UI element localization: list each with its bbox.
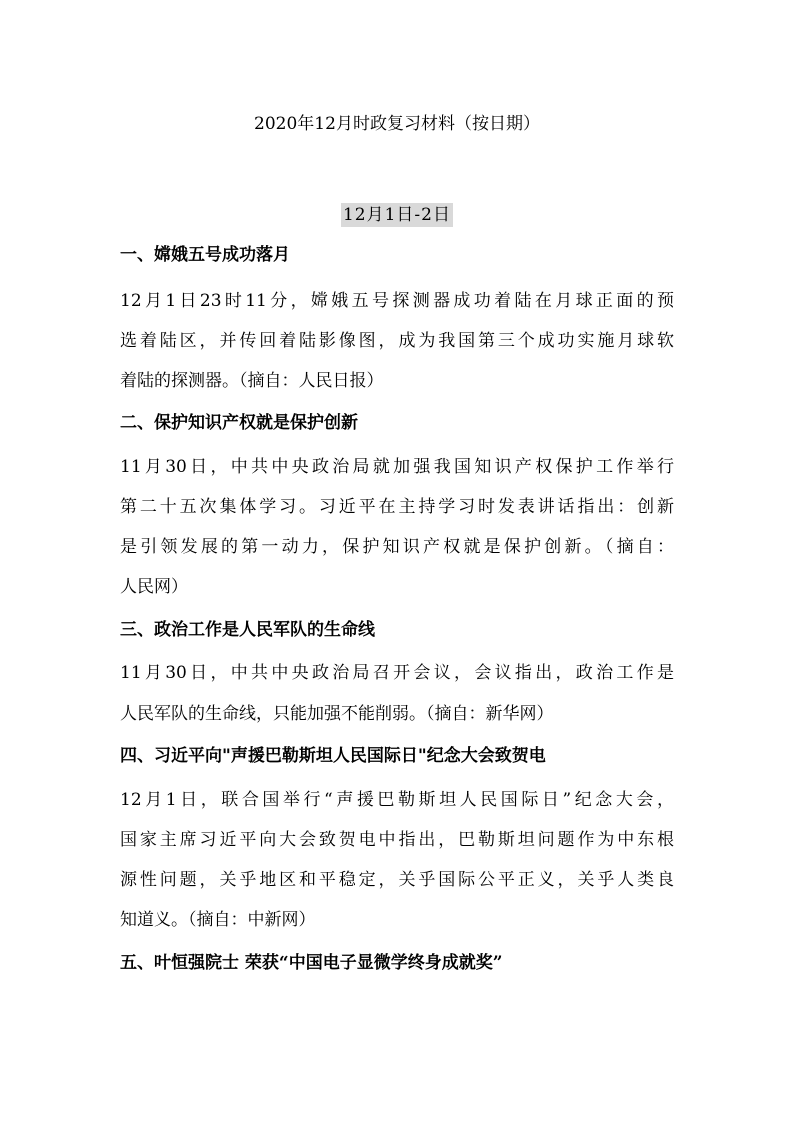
section-heading-4: 四、习近平向"声援巴勒斯坦人民国际日"纪念大会致贺电 bbox=[120, 746, 546, 766]
section-heading-2: 二、保护知识产权就是保护创新 bbox=[120, 413, 358, 433]
section-4-line-1: 12月1日，联合国举行“声援巴勒斯坦人民国际日”纪念大会， bbox=[120, 790, 674, 810]
section-2-line-3: 是引领发展的第一动力，保护知识产权就是保护创新。（摘自： bbox=[120, 537, 674, 557]
section-2-line-4: 人民网） bbox=[120, 577, 188, 597]
section-2-line-1: 11月30日，中共中央政治局就加强我国知识产权保护工作举行 bbox=[120, 457, 674, 477]
section-3-line-2: 人民军队的生命线，只能加强不能削弱。（摘自：新华网） bbox=[120, 704, 554, 724]
date-heading-wrapper bbox=[0, 203, 794, 227]
section-heading-3: 三、政治工作是人民军队的生命线 bbox=[120, 620, 375, 640]
section-1-line-3: 着陆的探测器。（摘自：人民日报） bbox=[120, 371, 384, 391]
section-1-line-1: 12月1日23时11分，嫦娥五号探测器成功着陆在月球正面的预 bbox=[120, 291, 674, 311]
document-title: 2020年12月时政复习材料（按日期） bbox=[254, 114, 540, 134]
section-heading-1: 一、嫦娥五号成功落月 bbox=[120, 245, 290, 265]
section-2-line-2: 第二十五次集体学习。习近平在主持学习时发表讲话指出：创新 bbox=[120, 497, 674, 517]
section-4-line-4: 知道义。（摘自：中新网） bbox=[120, 910, 316, 930]
section-1-line-2: 选着陆区，并传回着陆影像图，成为我国第三个成功实施月球软 bbox=[120, 331, 674, 351]
date-heading: 12月1日-2日 bbox=[342, 205, 451, 225]
section-3-line-1: 11月30日，中共中央政治局召开会议，会议指出，政治工作是 bbox=[120, 663, 674, 683]
section-heading-5: 五、叶恒强院士 荣获“中国电子显微学终身成就奖” bbox=[120, 953, 503, 973]
section-4-line-2: 国家主席习近平向大会致贺电中指出，巴勒斯坦问题作为中东根 bbox=[120, 830, 674, 850]
section-4-line-3: 源性问题，关乎地区和平稳定，关乎国际公平正义，关乎人类良 bbox=[120, 870, 674, 890]
